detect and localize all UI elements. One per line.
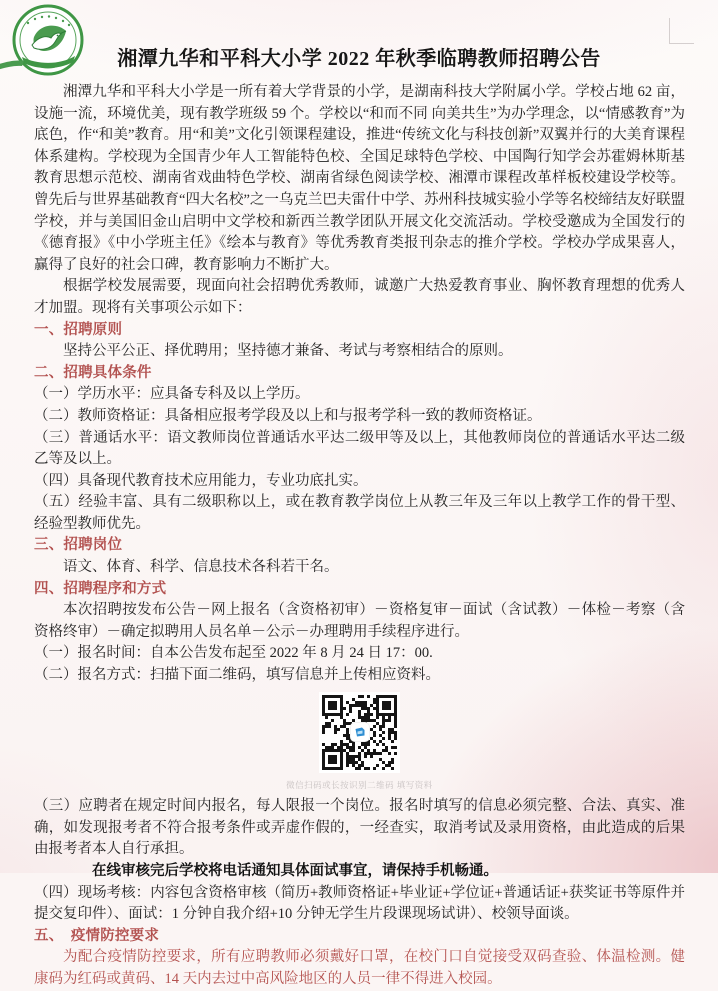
- document-body: [34, 82, 685, 991]
- section-4-item-3: （三）应聘者在规定时间内报名，每人限报一个岗位。报名时填写的信息必须完整、合法、真实、准确，如发现报考者不符合报考条件或弄虚作假的，一经查实，取消考试及录用资格，由此造成的后果由报考者本人自行承担。: [34, 798, 685, 858]
- section-2-item-1: （一）学历水平：应具备专科及以上学历。: [34, 386, 310, 403]
- section-2-item-4: （四）具备现代教育技术应用能力，专业功底扎实。: [34, 472, 368, 489]
- section-1-heading: 一、招聘原则: [34, 321, 123, 338]
- qr-code-block: [34, 692, 685, 791]
- section-1-body: 坚持公平公正、择优聘用；坚持德才兼备、考试与考察相结合的原则。: [63, 343, 513, 360]
- section-5-heading: 五、 疫情防控要求: [34, 927, 160, 944]
- section-2-item-3: （三）普通话水平：语文教师岗位普通话水平达二级甲等及以上，其他教师岗位的普通话水平达二级乙等及以上。: [34, 429, 685, 468]
- phone-notice-bold: 在线审核完后学校将电话通知具体面试事宜，请保持手机畅通。: [92, 863, 498, 879]
- page-margin-corner-mark: [669, 18, 694, 44]
- page-title: 湘潭九华和平科大小学 2022 年秋季临聘教师招聘公告: [117, 48, 601, 70]
- section-4-item-2: （二）报名方式：扫描下面二维码，填写信息并上传相应资料。: [34, 667, 440, 684]
- section-2-item-5: （五）经验丰富、具有二级职称以上，或在教育教学岗位上从教三年及三年以上教学工作的骨干型、经验型教师优先。: [34, 494, 685, 532]
- qr-caption: 微信扫码或长按识别二维码 填写资料: [286, 780, 433, 791]
- section-3-body: 语文、体育、科学、信息技术各科若干名。: [63, 559, 339, 576]
- section-4-item-1: （一）报名时间：自本公告发布起至 2022 年 8 月 24 日 17：00.: [34, 645, 433, 662]
- section-4-heading: 四、招聘程序和方式: [34, 580, 167, 597]
- section-4-intro: 本次招聘按发布公告－网上报名（含资格初审）－资格复审－面试（含试教）－体检－考察（含资格终审）－确定拟聘用人员名单－公示－办理聘用手续程序进行。: [34, 602, 685, 640]
- section-4-item-4: （四）现场考核：内容包含资格审核（简历+教师资格证+毕业证+学位证+普通话证+获奖证书等原件并提交复印件）、面试：1 分钟自我介绍+10 分钟无学生片段课现场试讲）、校领导面谈。: [34, 884, 685, 923]
- section-5-body-red: 为配合疫情防控要求，所有应聘教师必须戴好口罩，在校门口自觉接受双码查验、体温检测。健康码为红码或黄码、14 天内去过中高风险地区的人员一律不得进入校园。: [34, 949, 685, 987]
- intro-paragraph-1: 湘潭九华和平科大小学是一所有着大学背景的小学，是湖南科技大学附属小学。学校占地 62 亩，设施一流，环境优美，现有教学班级 59 个。学校以“和而不同 向美共生”为办学理念，以“情感教育”为底色，作“和美”教育。用“和美”文化引领课程建设，推进“传统文化与科技创新”双翼并行的大美育课程体系建构。学校现为全国青少年人工智能特色校、全国足球特色学校、中国陶行知学会苏霍姆林斯基教育思想示范校、湖南省戏曲特色学校、湖南省绿色阅读学校、湘潭市课程改革样板校建设学校等。曾先后与世界基础教育“四大名校”之一乌克兰巴夫雷什中学、苏州科技城实验小学等名校缔结友好联盟学校，并与美国旧金山启明中文学校和新西兰教学团队开展文化交流活动。学校受邀成为全国发行的《德育报》《中小学班主任》《绘本与教育》等优秀教育类报刊杂志的推介学校。学校办学成果喜人，赢得了良好的社会口碑，教育影响力不断扩大。: [34, 84, 685, 273]
- school-logo-icon: [0, 1, 106, 85]
- intro-paragraph-2: 根据学校发展需要，现面向社会招聘优秀教师，诚邀广大热爱教育事业、胸怀教育理想的优秀人才加盟。现将有关事项公示如下：: [34, 278, 685, 316]
- section-2-item-2: （二）教师资格证：具备相应报考学段及以上和与报考学科一致的教师资格证。: [34, 407, 542, 424]
- qr-code: [319, 692, 400, 773]
- section-2-heading: 二、招聘具体条件: [34, 364, 152, 381]
- section-3-heading: 三、招聘岗位: [34, 537, 123, 554]
- qr-center-wechat-doc-icon: [351, 723, 369, 741]
